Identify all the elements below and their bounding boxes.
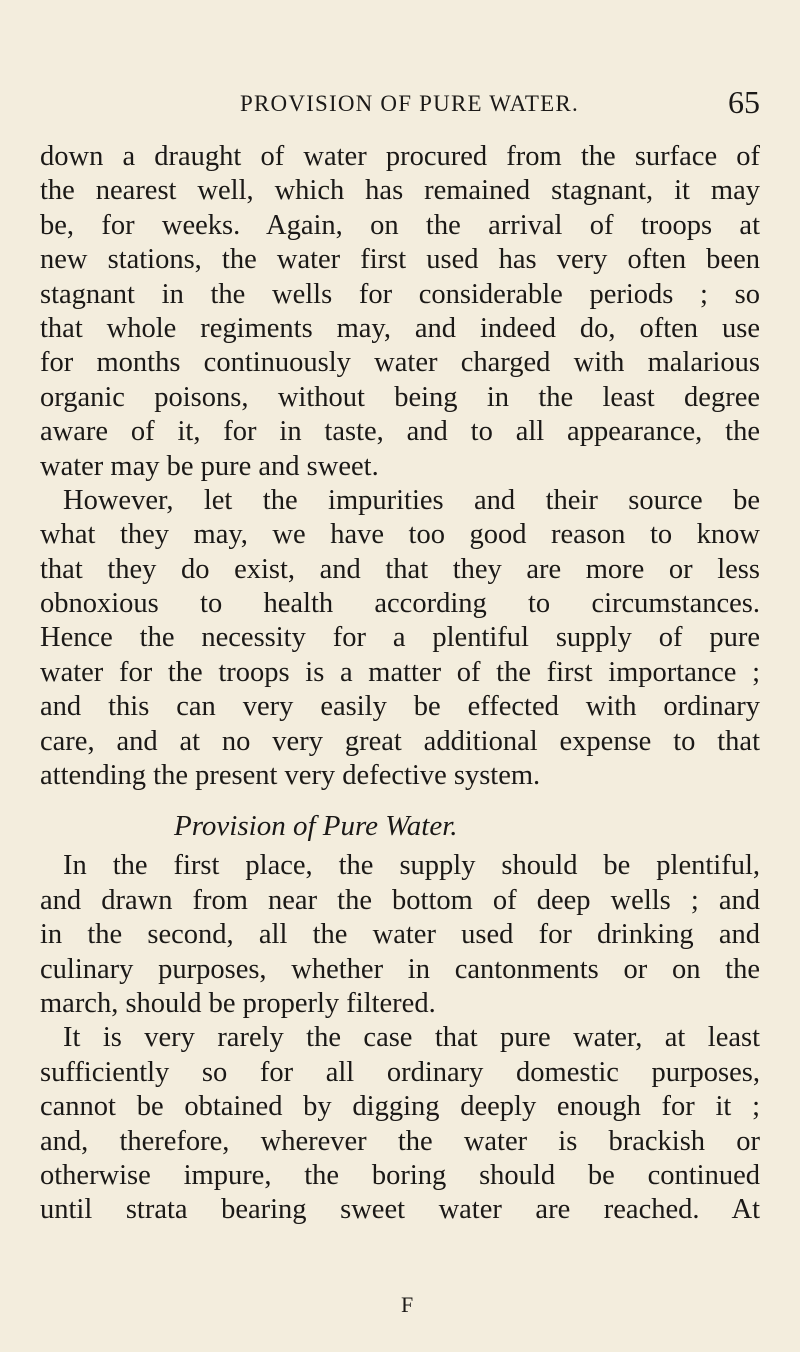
text-line: in the second, all the water used for drinking and	[40, 919, 760, 951]
section-heading-block	[40, 803, 760, 849]
text-line: the nearest well, which has remained stagnant, it may	[40, 175, 760, 207]
running-title: PROVISION OF PURE WATER.	[240, 91, 579, 116]
signature-mark: F	[401, 1292, 414, 1317]
text-line: that they do exist, and that they are more or less	[40, 553, 760, 585]
text-line: and drawn from near the bottom of deep wells ; and	[40, 884, 760, 916]
text-line: care, and at no very great additional expense to that	[40, 725, 760, 757]
text-line: attending the present very defective system.	[40, 760, 541, 792]
text-line: down a draught of water procured from the surface of	[40, 141, 760, 172]
text-line: aware of it, for in taste, and to all appearance, the	[40, 416, 760, 448]
body-text	[40, 140, 760, 1228]
text-line: and, therefore, wherever the water is brackish or	[40, 1125, 760, 1157]
text-line: It is very rarely the case that pure water, at least	[63, 1022, 760, 1054]
text-line: stagnant in the wells for considerable periods ; so	[40, 278, 760, 310]
text-line: otherwise impure, the boring should be continued	[40, 1159, 760, 1191]
text-line: Hence the necessity for a plentiful supply of pure	[40, 622, 760, 654]
section-heading: Provision of Pure Water.	[174, 810, 458, 843]
text-line: obnoxious to health according to circumstances.	[40, 588, 760, 620]
text-line: that whole regiments may, and indeed do, often use	[40, 312, 760, 344]
text-line: water may be pure and sweet.	[40, 450, 379, 482]
text-line: and this can very easily be effected with ordinary	[40, 691, 760, 723]
text-line: until strata bearing sweet water are reached. At	[40, 1194, 760, 1226]
page-number: 65	[728, 84, 760, 120]
text-line: march, should be properly filtered.	[40, 987, 436, 1019]
text-line: what they may, we have too good reason to know	[40, 519, 760, 551]
text-line: for months continuously water charged with malarious	[40, 347, 760, 379]
text-line: culinary purposes, whether in cantonments or on the	[40, 953, 760, 985]
text-line: cannot be obtained by digging deeply enough for it ;	[40, 1091, 760, 1123]
text-line: organic poisons, without being in the least degree	[40, 381, 760, 413]
text-line: In the first place, the supply should be plentiful,	[63, 850, 760, 882]
text-line: be, for weeks. Again, on the arrival of troops at	[40, 209, 760, 241]
text-line: water for the troops is a matter of the first importance ;	[40, 656, 760, 688]
text-line: new stations, the water first used has very often been	[40, 244, 760, 276]
running-head	[40, 86, 760, 126]
text-line: sufficiently so for all ordinary domestic purposes,	[40, 1056, 760, 1088]
text-line: However, let the impurities and their source be	[63, 484, 760, 516]
